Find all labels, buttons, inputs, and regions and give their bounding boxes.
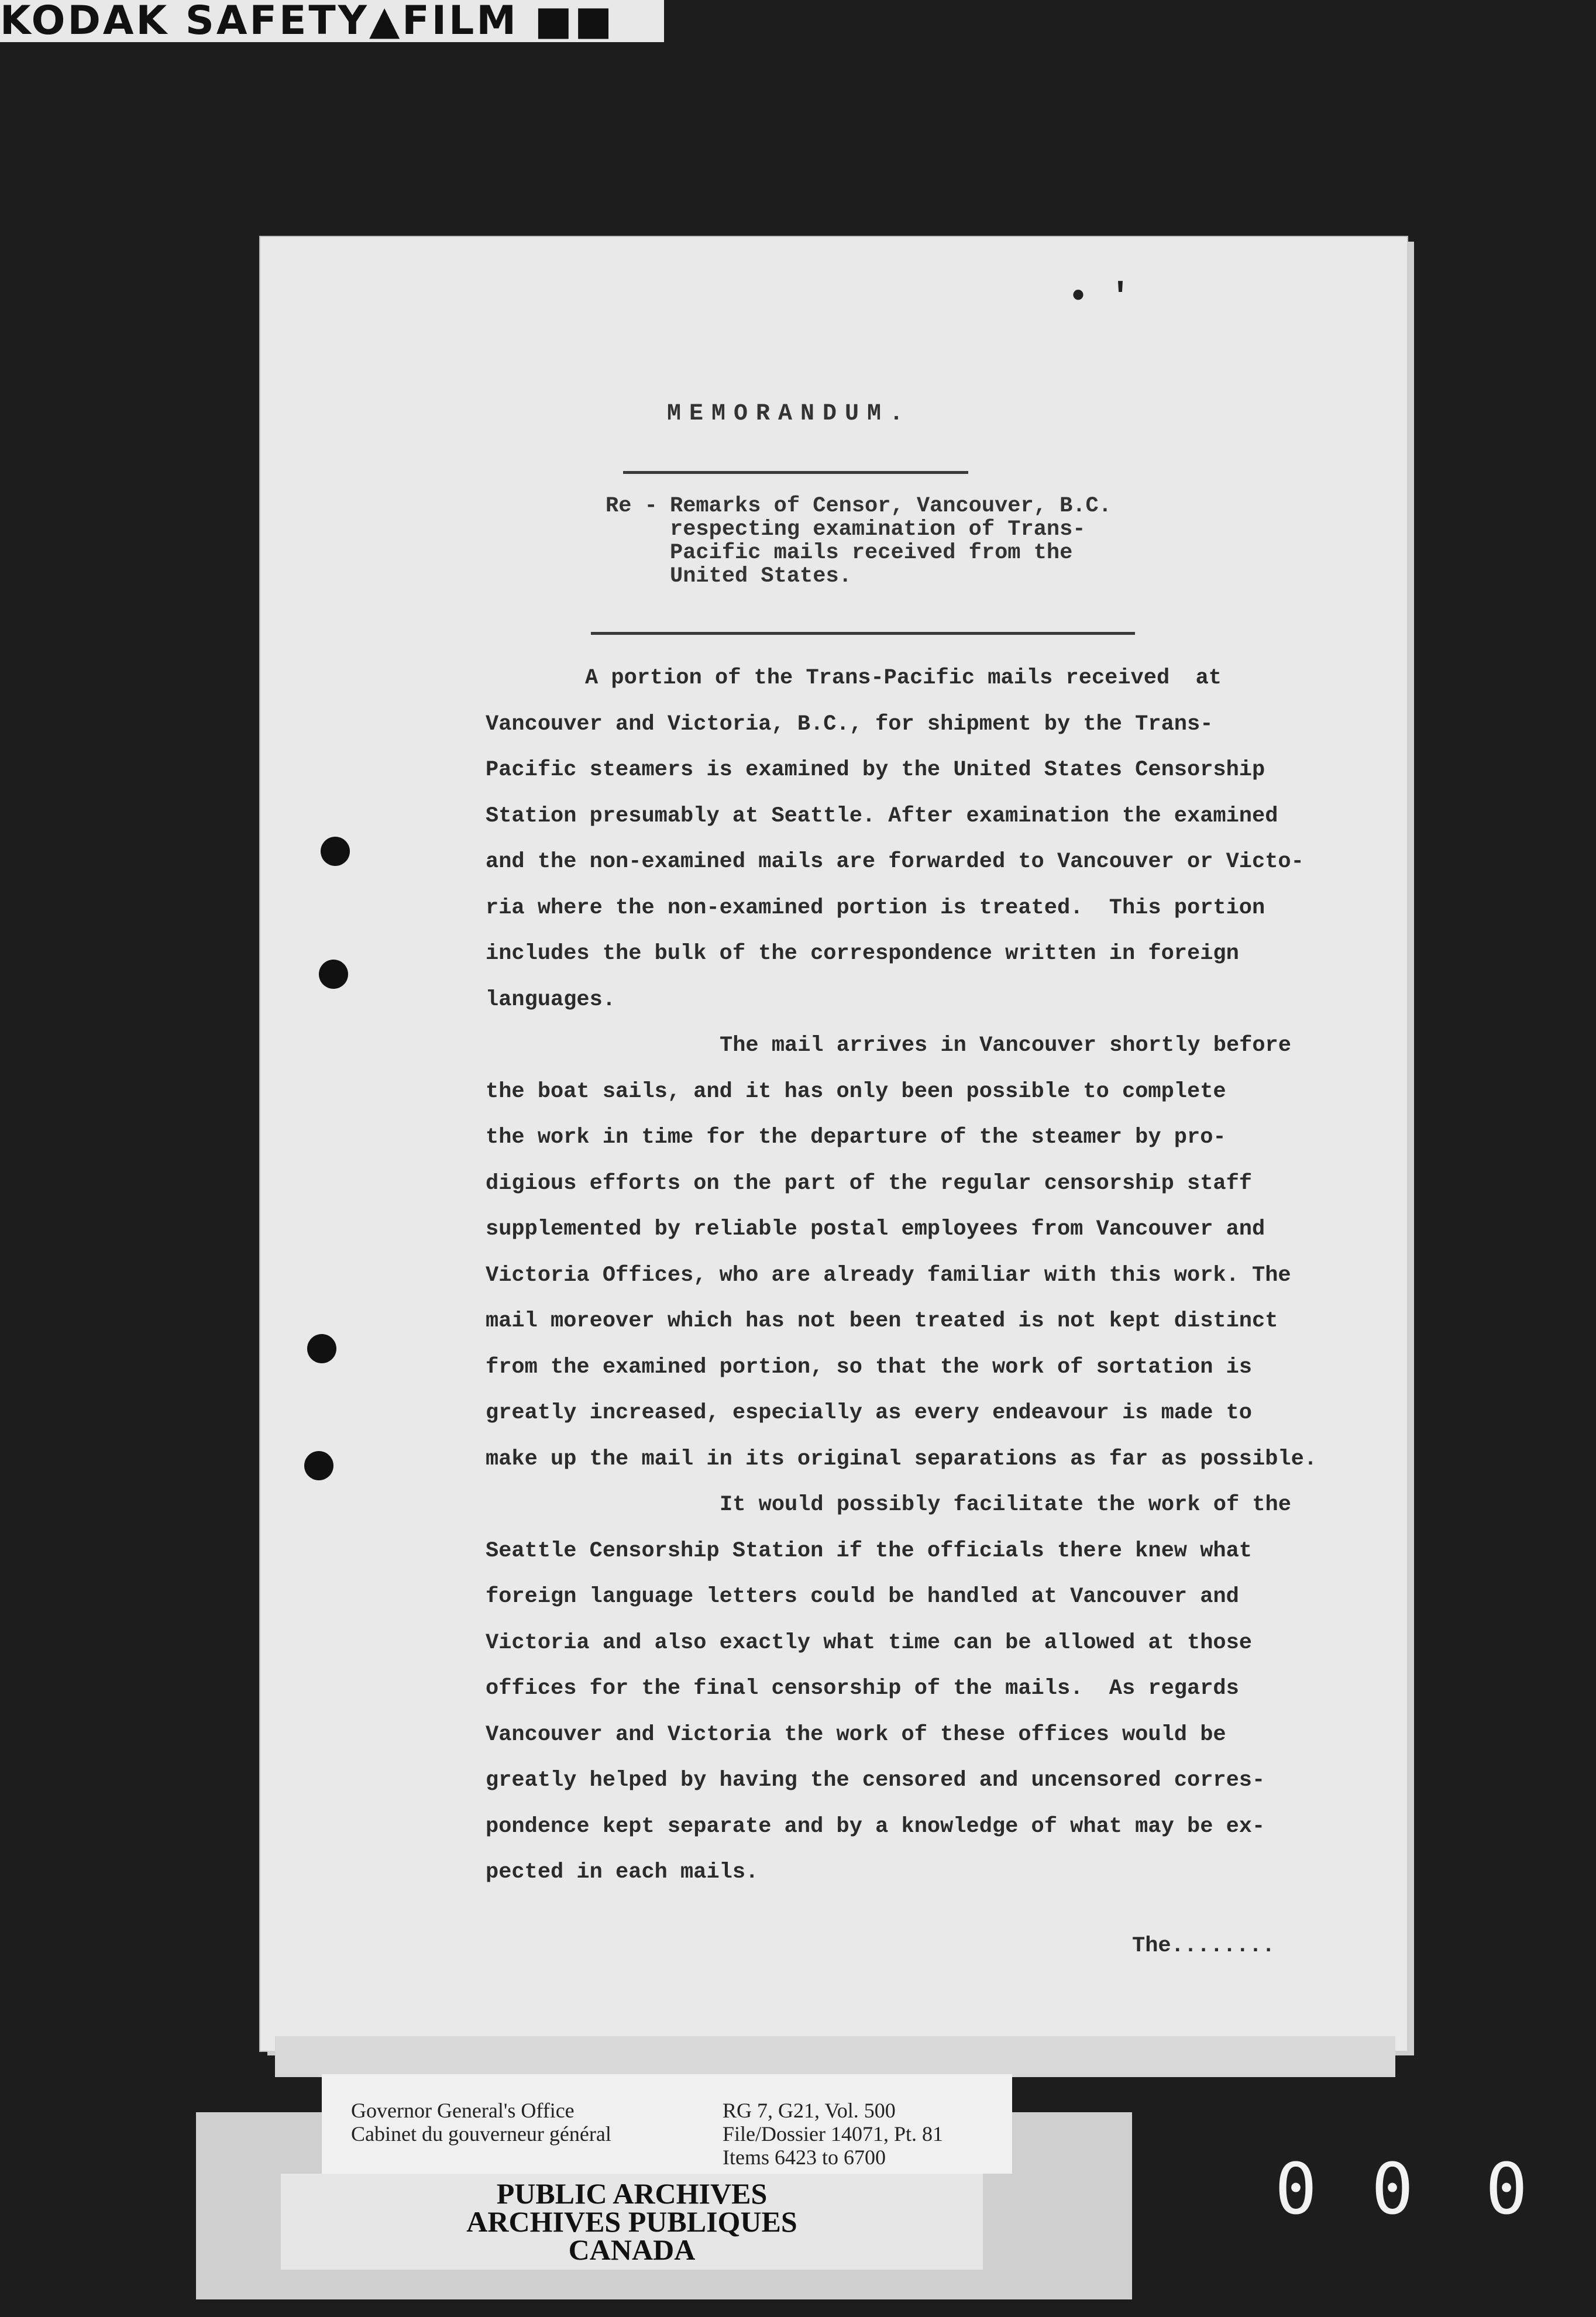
archive-reference-label (322, 2074, 1012, 2174)
memo-document (260, 237, 1407, 2051)
memo-heading: MEMORANDUM. (667, 401, 912, 427)
punch-hole (319, 960, 348, 989)
office-fr: Cabinet du gouverneur général (351, 2122, 611, 2146)
archives-line: CANADA (568, 2233, 696, 2266)
office-names (351, 2099, 611, 2146)
frame-digit: 0 (1274, 2149, 1318, 2230)
frame-digit: 0 (1371, 2149, 1414, 2230)
film-edge-marking: KODAK SAFETY▲FILM ■■ (0, 0, 664, 42)
underlying-sheet (275, 2036, 1395, 2077)
subject-text (670, 494, 1196, 588)
ref-line: Items 6423 to 6700 (723, 2146, 886, 2169)
archives-line: ARCHIVES PUBLIQUES (466, 2205, 797, 2238)
punch-hole (304, 1451, 333, 1480)
subject-line: Pacific mails received from the (670, 541, 1073, 565)
paragraph-3: It would possibly facilitate the work of the Seattle Censorship Station if the officials there knew what foreign language letters could be handled at Vancouver and Victoria and also exactly what time can be allowed at those offices for the final censorship of the mails. As regards Vancouver and Victoria the work of these offices would be greatly helped by having the censored and uncensored corres- pondence kept separate and by a knowledge of what may be ex- pected in each mails. (486, 1493, 1291, 1885)
archives-name (281, 2174, 983, 2270)
heading-rule (623, 471, 968, 474)
punch-hole (321, 837, 350, 866)
paragraph-1: A portion of the Trans-Pacific mails received at Vancouver and Victoria, B.C., for shipment by the Trans- Pacific steamers is examined by the United States Censorship Station presumably at Seattle. After examination the examined and the non-examined mails are forwarded to Vancouver or Victo- ria where the non-examined portion is treated. This portion includes the bulk of the correspondence written in foreign languages. (486, 666, 1304, 1012)
subject-label: Re - (606, 494, 658, 518)
archives-line: PUBLIC ARCHIVES (496, 2177, 768, 2210)
office-en: Governor General's Office (351, 2099, 575, 2122)
subject-line: respecting examination of Trans- (670, 517, 1086, 542)
paragraph-2: The mail arrives in Vancouver shortly before the boat sails, and it has only been possible to complete the work in time for the departure of the steamer by pro- digious efforts on the part of the regular censorship staff supplemented by reliable postal employees from Vancouver and Victoria Offices, who are already familiar with this work. The mail moreover which has not been treated is not kept distinct from the examined portion, so that the work of sortation is greatly increased, especially as every endeavour is made to make up the mail in its original separations as far as possible. (486, 1033, 1318, 1472)
subject-line: United States. (670, 564, 852, 589)
memo-body (486, 655, 1375, 1896)
subject-line: Remarks of Censor, Vancouver, B.C. (670, 494, 1112, 518)
punch-hole (307, 1334, 336, 1363)
frame-digit: 0 (1485, 2149, 1528, 2230)
page-mark: • ' (1068, 278, 1131, 318)
ref-line: File/Dossier 14071, Pt. 81 (723, 2122, 944, 2146)
catchword: The........ (1132, 1934, 1275, 1958)
subject-rule (591, 632, 1135, 635)
memo-page (260, 237, 1407, 2051)
reference-numbers (723, 2099, 943, 2169)
ref-line: RG 7, G21, Vol. 500 (723, 2099, 896, 2122)
